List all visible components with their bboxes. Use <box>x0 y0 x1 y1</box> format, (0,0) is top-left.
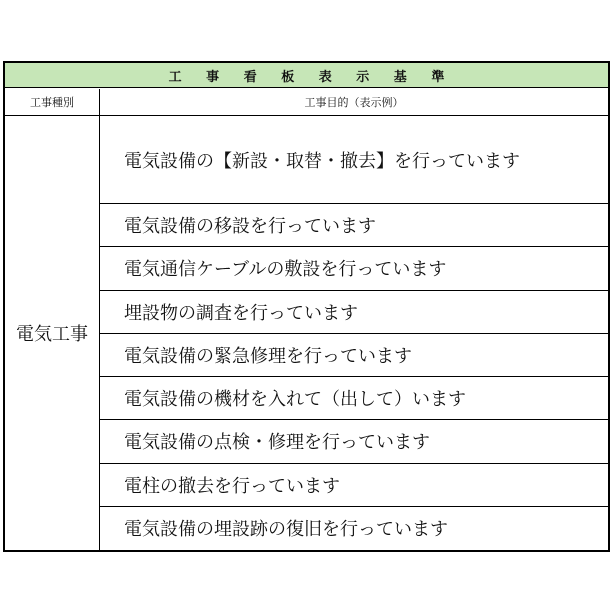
signboard-standards-table <box>3 61 610 552</box>
header-work-type: 工事種別 <box>5 89 100 115</box>
work-type-cell: 電気工事 <box>5 116 100 550</box>
table-row: 埋設物の調査を行っています <box>100 291 608 334</box>
table-row: 電気設備の埋設跡の復旧を行っています <box>124 519 448 541</box>
table-header-row <box>5 89 608 116</box>
table-row: 電気設備の移設を行っています <box>100 204 608 247</box>
table-row: 電気設備の点検・修理を行っています <box>100 420 608 463</box>
table-row: 電気設備の【新設・取替・撤去】を行っています <box>100 116 608 204</box>
table-row: 電柱の撤去を行っています <box>100 464 608 507</box>
table-title: 工 事 看 板 表 示 基 準 <box>5 63 608 88</box>
table-row: 電気設備の緊急修理を行っています <box>100 334 608 377</box>
table-row: 電気設備の機材を入れて（出して）います <box>100 377 608 420</box>
purpose-rows <box>100 116 608 550</box>
table-row: 電気通信ケーブルの敷設を行っています <box>100 247 608 290</box>
header-work-purpose: 工事目的（表示例） <box>304 96 404 109</box>
